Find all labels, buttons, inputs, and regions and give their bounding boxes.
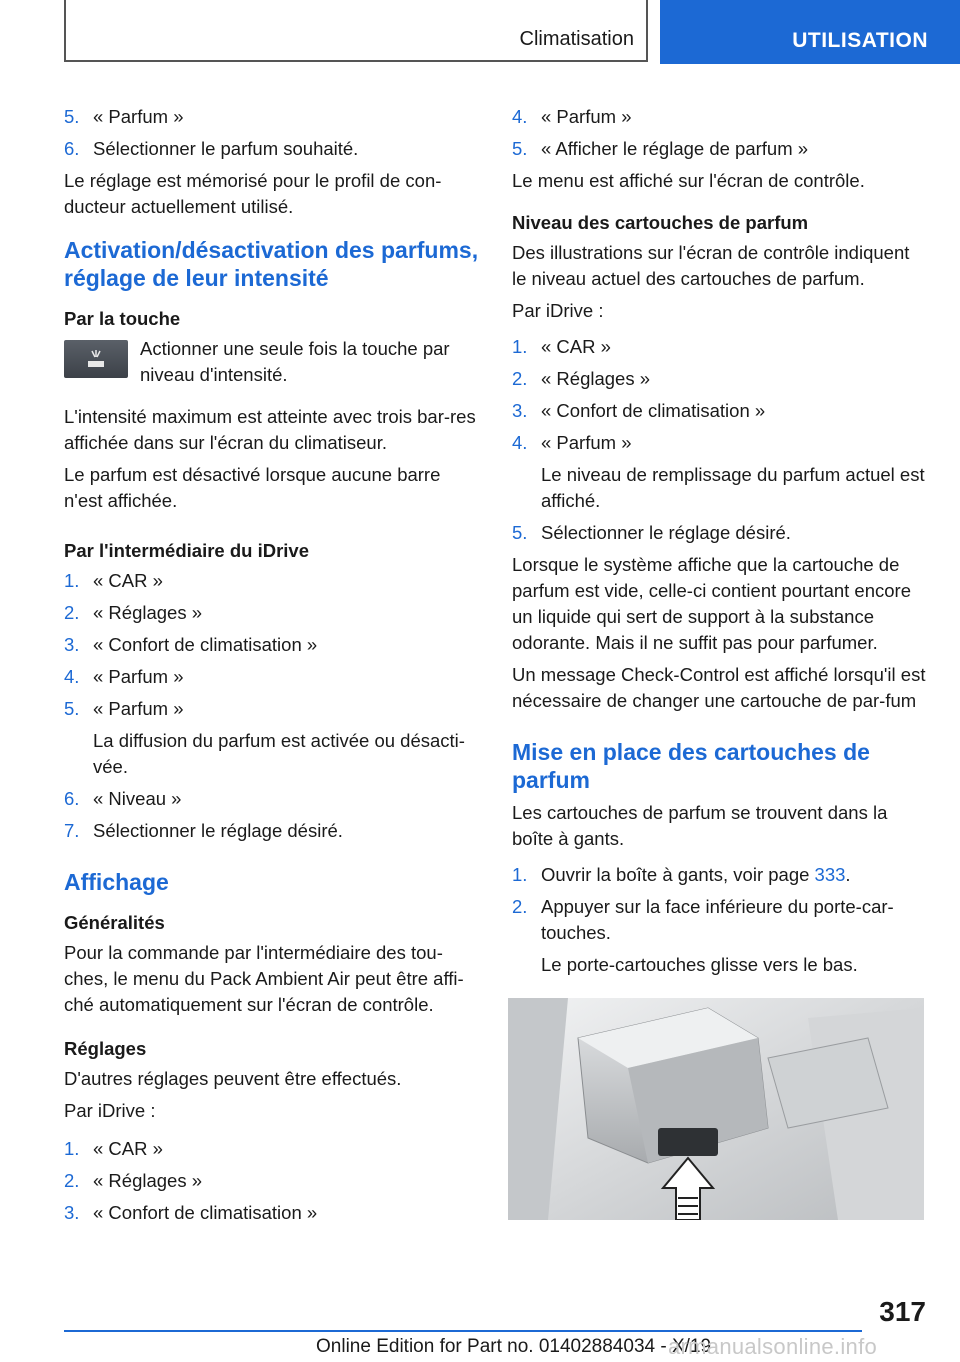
fragrance-key-icon [64,340,128,378]
reglages-paragraph: D'autres réglages peuvent être effectués. [64,1068,402,1089]
mise-en-place-paragraph: Les cartouches de parfum se trouvent dans la boîte à gants. [512,802,888,849]
step-text: « Réglages » [93,1170,203,1191]
step-text: « Réglages » [541,368,651,389]
step-text: « Confort de climatisation » [541,400,766,421]
list-item [512,430,928,514]
step-text: « CAR » [541,336,611,357]
idrive-steps [64,568,480,844]
affichage-heading: Affichage [64,869,169,895]
mise-en-place-heading: Mise en place des cartouches de parfum [512,739,870,793]
step-number: 2. [64,602,80,623]
niveau-paragraph: Des illustrations sur l'écran de contrôle indiquent le niveau actuel des cartouches de parfum. [512,242,910,289]
step-text: Ouvrir la boîte à gants, voir page [541,864,815,885]
menu-paragraph: Le menu est affiché sur l'écran de contrôle. [512,170,865,191]
list-item [512,136,928,162]
site-watermark: armanualsonline.info [668,1334,878,1359]
list-item [64,664,480,690]
step-text: « Parfum » [93,106,184,127]
step-number: 5. [512,522,528,543]
list-item [512,894,928,978]
step-number: 4. [512,432,528,453]
step-number: 3. [64,634,80,655]
intro-steps [64,104,480,162]
list-item [64,1168,480,1194]
intro-steps [512,104,928,162]
step-note: Le niveau de remplissage du parfum actuel est affiché. [541,464,925,511]
step-text: « Confort de climatisation » [93,1202,318,1223]
check-control-paragraph: Un message Check-Control est affiché lorsqu'il est nécessaire de changer une cartouche de par-fum [512,664,926,711]
right-column [512,100,928,1220]
list-item [512,862,928,888]
reglages-heading: Réglages [64,1038,147,1059]
list-item [64,786,480,812]
left-column [64,100,480,1232]
section-tab [64,0,648,62]
list-item [64,632,480,658]
profile-paragraph: Le réglage est mémorisé pour le profil de con-ducteur actuellement utilisé. [64,170,442,217]
empty-cartridge-paragraph: Lorsque le système affiche que la cartouche de parfum est vide, celle-ci contient pourtant encore un liquide qui sert de support à la substance odorante. Mais il ne suffit pas pour parfumer. [512,554,911,653]
chapter-tab [660,0,960,64]
step-number: 1. [64,570,80,591]
step-note: La diffusion du parfum est activée ou désacti-vée. [93,730,465,777]
step-text: « Confort de climatisation » [93,634,318,655]
mise-en-place-steps [512,862,928,978]
list-item [64,696,480,780]
reglages-steps [64,1136,480,1226]
list-item [64,818,480,844]
step-text: Sélectionner le réglage désiré. [93,820,343,841]
step-text: « Parfum » [541,106,632,127]
page-number: 317 [879,1296,926,1327]
step-text: « Afficher le réglage de parfum » [541,138,809,159]
edition-note: Online Edition for Part no. 01402884034 - X/19 [316,1336,712,1357]
key-instruction [64,336,480,398]
step-text: « Parfum » [541,432,632,453]
step-number: 4. [512,106,528,127]
step-text: « Parfum » [93,666,184,687]
step-number: 7. [64,820,80,841]
page-header [0,0,960,66]
step-number: 1. [64,1138,80,1159]
step-number: 4. [64,666,80,687]
list-item [64,1200,480,1226]
generalites-paragraph: Pour la commande par l'intermédiaire des tou-ches, le menu du Pack Ambient Air peut être affi-ché automatiquement sur l'écran de contrôle. [64,942,464,1015]
section-title: Climatisation [519,28,634,50]
step-number: 6. [64,788,80,809]
list-item [512,398,928,424]
step-text: Sélectionner le parfum souhaité. [93,138,359,159]
par-idrive-label: Par iDrive : [512,300,604,321]
activation-heading: Activation/désactivation des parfums, réglage de leur intensité [64,237,479,291]
step-number: 1. [512,864,528,885]
step-text: « CAR » [93,1138,163,1159]
list-item [512,104,928,130]
step-number: 2. [512,368,528,389]
idrive-heading: Par l'intermédiaire du iDrive [64,540,309,561]
list-item [64,136,480,162]
list-item [512,520,928,546]
step-punctuation: . [845,864,851,885]
list-item [64,104,480,130]
step-note: Le porte-cartouches glisse vers le bas. [541,954,858,975]
step-number: 3. [512,400,528,421]
niveau-heading: Niveau des cartouches de parfum [512,212,809,233]
footer-divider [64,1330,862,1332]
intensity-paragraph: L'intensité maximum est atteinte avec trois bar-res affichée dans sur l'écran du climatiseur. [64,406,476,453]
par-la-touche-heading: Par la touche [64,308,181,329]
glovebox-cartridge-photo [508,998,924,1220]
niveau-steps [512,334,928,546]
key-text: Actionner une seule fois la touche par niveau d'intensité. [140,338,450,385]
step-text: Sélectionner le réglage désiré. [541,522,791,543]
step-text: « Réglages » [93,602,203,623]
step-text: « CAR » [93,570,163,591]
list-item [64,568,480,594]
step-number: 5. [512,138,528,159]
page-link[interactable]: 333 [814,864,846,885]
step-text: « Parfum » [93,698,184,719]
step-number: 5. [64,106,80,127]
list-item [64,600,480,626]
list-item [512,334,928,360]
list-item [64,1136,480,1162]
step-number: 3. [64,1202,80,1223]
list-item [512,366,928,392]
step-number: 5. [64,698,80,719]
step-text: « Niveau » [93,788,182,809]
step-number: 2. [512,896,528,917]
par-idrive-label: Par iDrive : [64,1100,156,1121]
chapter-title: UTILISATION [792,29,928,52]
step-number: 1. [512,336,528,357]
step-number: 2. [64,1170,80,1191]
step-number: 6. [64,138,80,159]
step-text: Appuyer sur la face inférieure du porte-car-touches. [541,896,894,943]
deactivated-paragraph: Le parfum est désactivé lorsque aucune barre n'est affichée. [64,464,441,511]
generalites-heading: Généralités [64,912,165,933]
